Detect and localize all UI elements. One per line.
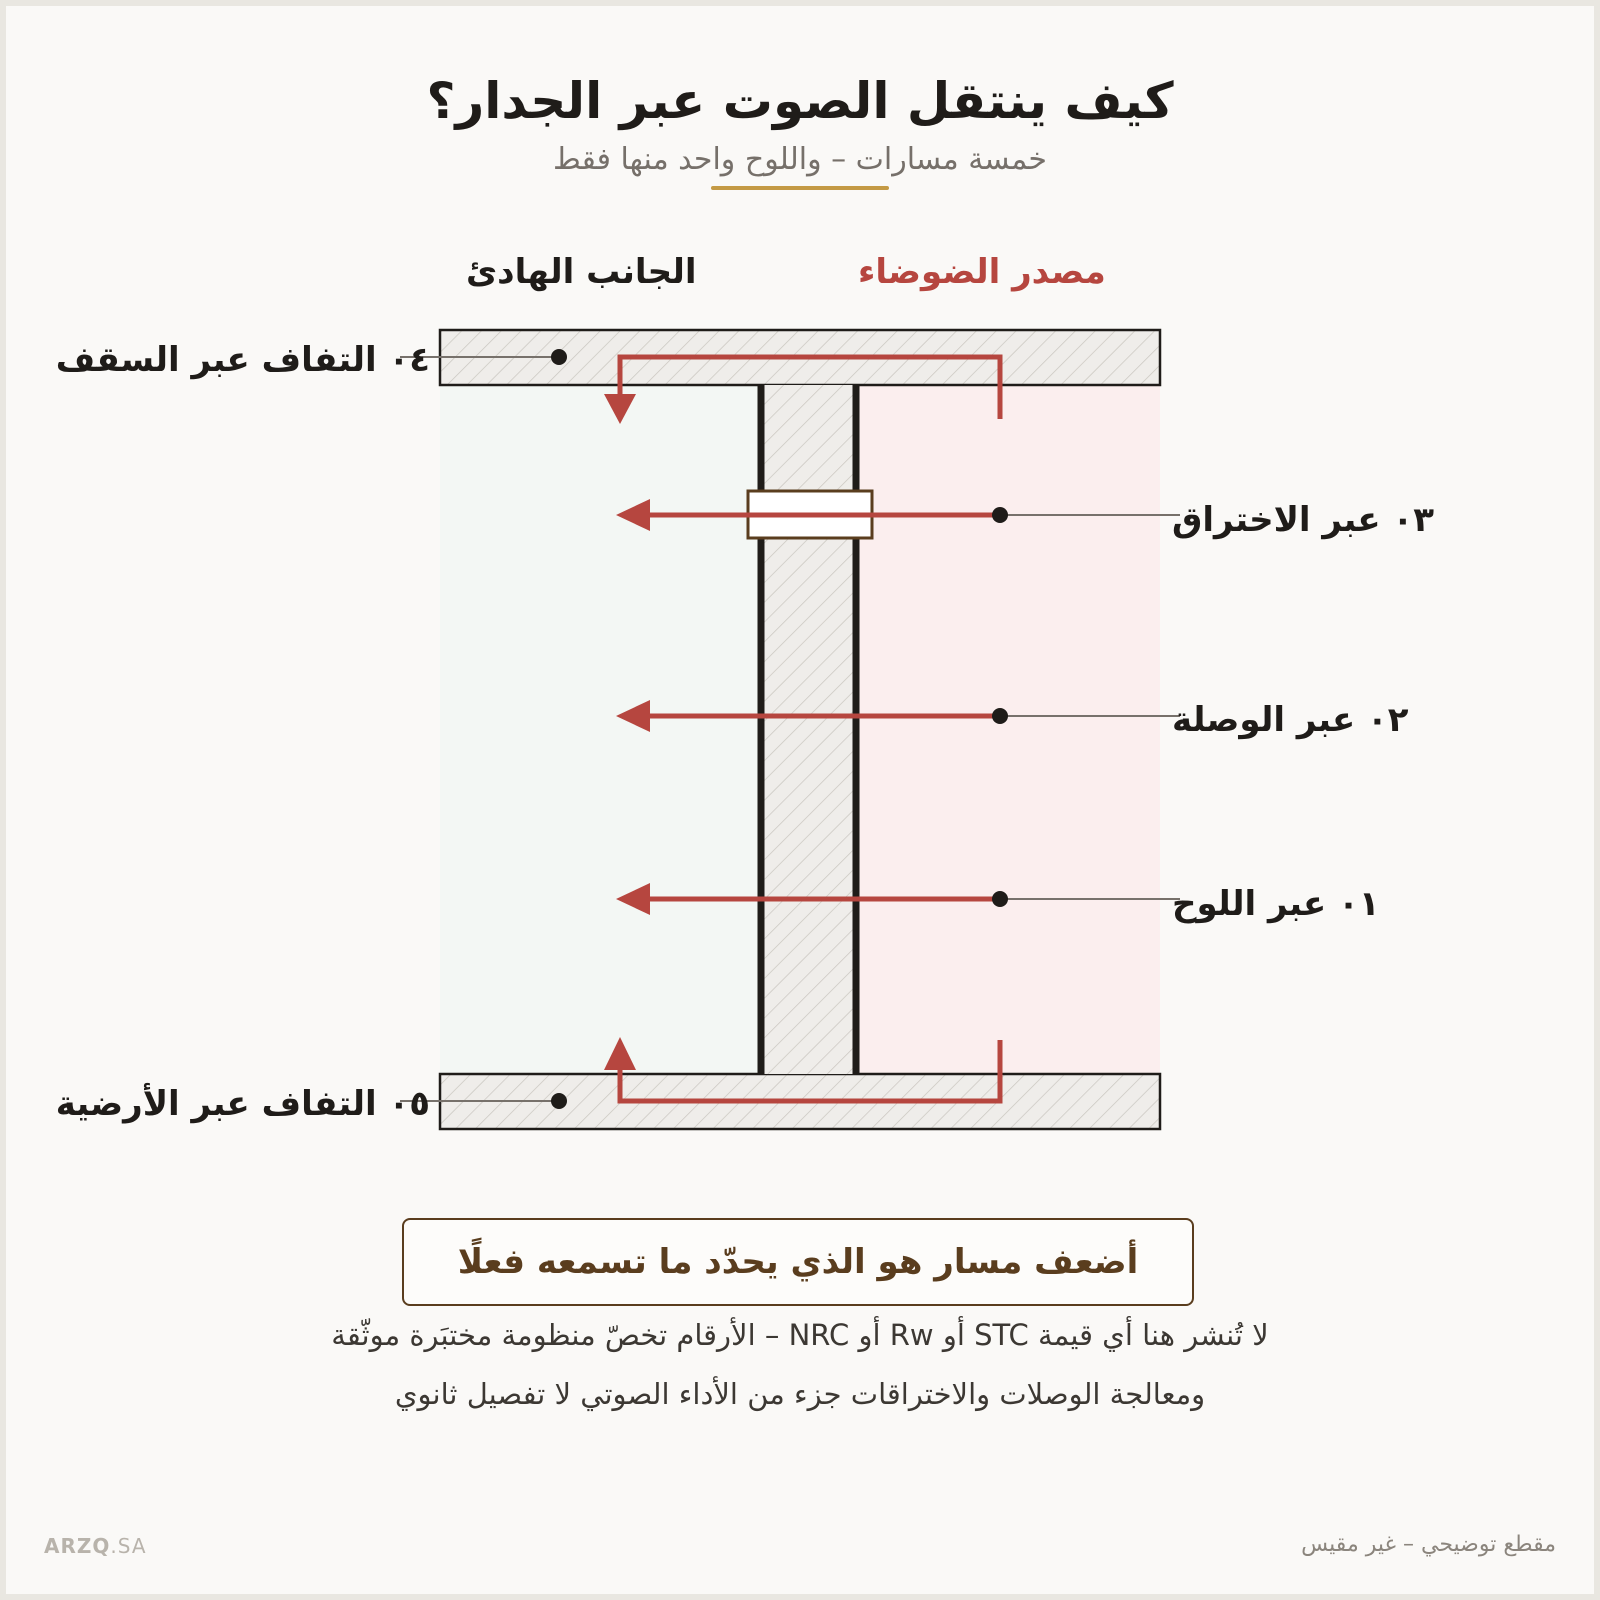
noise-source-label: مصدر الضوضاء — [858, 252, 1106, 292]
path-label-penetration: ٠٣ عبر الاختراق — [1172, 500, 1435, 540]
brand-name: ARZQ — [44, 1534, 111, 1558]
path-marker-2 — [992, 708, 1008, 724]
footnote: مقطع توضيحي – غير مقيس — [1301, 1532, 1556, 1557]
key-message-box — [402, 1218, 1194, 1306]
quiet-side-label: الجانب الهادئ — [466, 252, 697, 292]
disclaimer-line-1: لا تُنشر هنا أي قيمة STC أو Rw أو NRC – الأرقام تخصّ منظومة مختبَرة موثّقة — [331, 1318, 1269, 1352]
page-subtitle: خمسة مسارات – واللوح واحد منها فقط — [553, 142, 1047, 177]
noise-zone — [856, 384, 1160, 1074]
brand-logo — [44, 1534, 147, 1558]
brand-suffix: .SA — [110, 1534, 147, 1558]
page-title: كيف ينتقل الصوت عبر الجدار؟ — [426, 72, 1174, 130]
key-message-text: أضعف مسار هو الذي يحدّد ما تسمعه فعلًا — [457, 1242, 1139, 1282]
path-label-floor: ٠٥ التفاف عبر الأرضية — [55, 1084, 430, 1124]
path-label-joint: ٠٢ عبر الوصلة — [1172, 700, 1409, 740]
path-label-ceiling: ٠٤ التفاف عبر السقف — [55, 340, 430, 380]
wall-core — [761, 385, 856, 1074]
path-marker-3 — [992, 507, 1008, 523]
disclaimer-line-2: ومعالجة الوصلات والاختراقات جزء من الأداء الصوتي لا تفصيل ثانوي — [394, 1377, 1206, 1411]
path-marker-5 — [551, 1093, 567, 1109]
quiet-zone — [440, 384, 760, 1074]
path-label-panel: ٠١ عبر اللوح — [1172, 884, 1380, 924]
path-marker-1 — [992, 891, 1008, 907]
path-marker-4 — [551, 349, 567, 365]
